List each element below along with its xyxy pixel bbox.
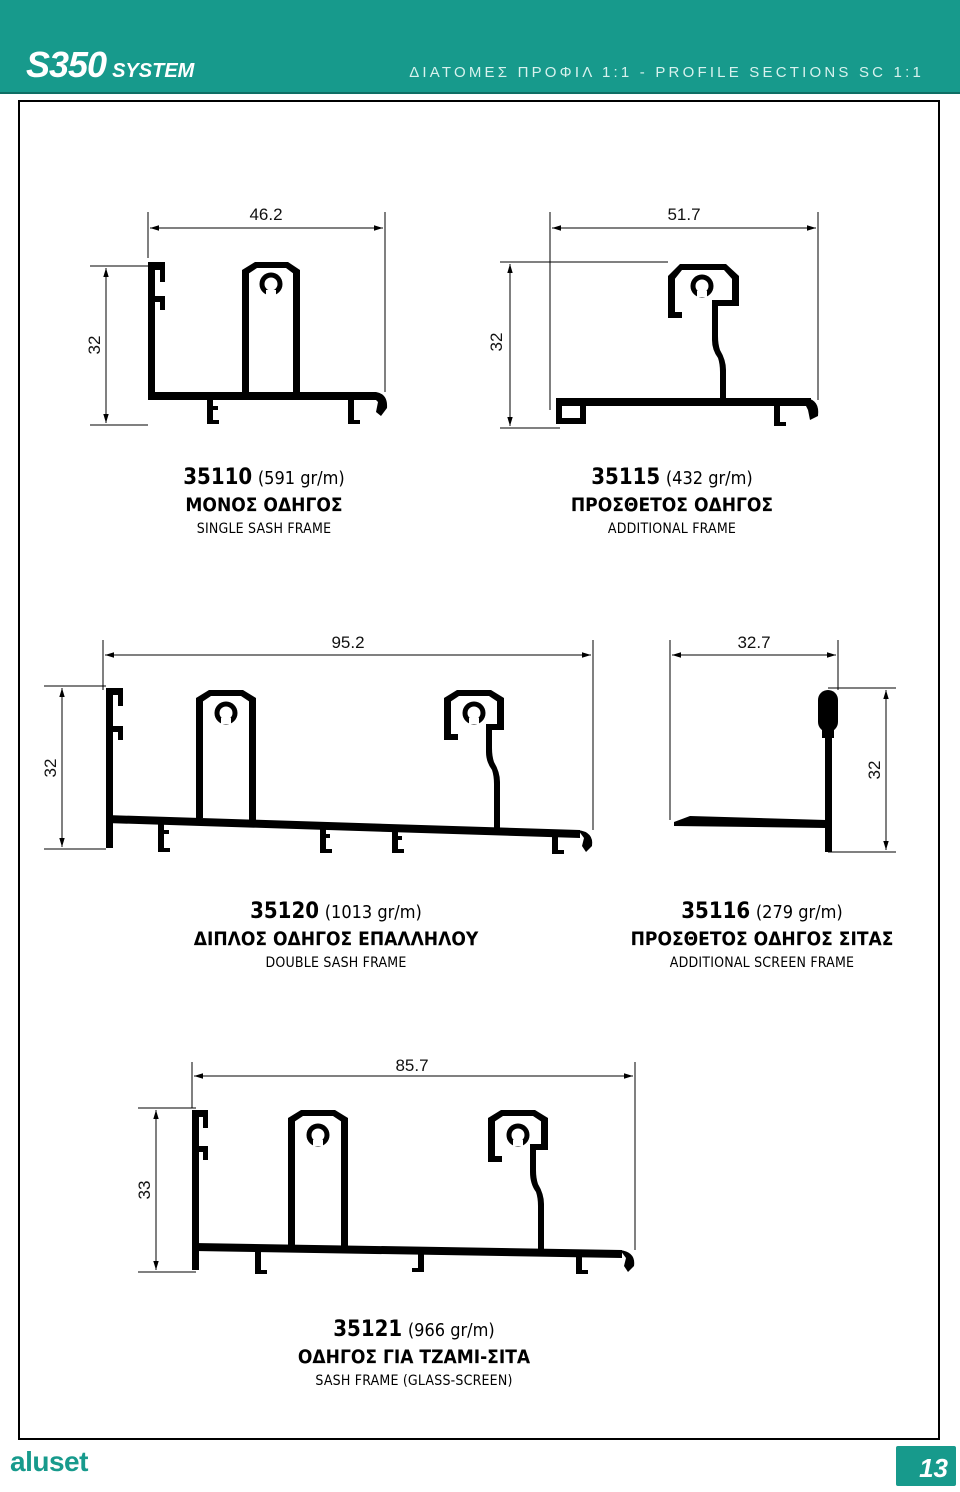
dim-height-35116: 32 <box>865 760 884 780</box>
profile-35121-drawing <box>135 1056 635 1274</box>
dim-width-35120: 95.2 <box>331 633 365 652</box>
dim-width-35121: 85.7 <box>395 1056 429 1075</box>
page-number: 13 <box>919 1453 948 1483</box>
profile-name-gr: ΜΟΝΟΣ ΟΔΗΓΟΣ <box>185 494 343 516</box>
profile-weight: (1013 gr/m) <box>324 902 422 923</box>
profile-name-en: DOUBLE SASH FRAME <box>265 955 407 971</box>
caption-35116 <box>582 898 942 974</box>
profile-name-en: ADDITIONAL FRAME <box>607 521 737 537</box>
caption-35110 <box>84 464 444 540</box>
dim-height-35115: 32 <box>487 332 506 352</box>
profile-code: 35116 <box>681 899 751 924</box>
profile-35116-drawing <box>670 633 896 852</box>
page-number-badge <box>896 1446 956 1486</box>
profile-weight: (591 gr/m) <box>257 468 345 489</box>
dim-height-35121: 33 <box>135 1180 154 1200</box>
caption-35121 <box>234 1316 594 1392</box>
profile-name-gr: ΟΔΗΓΟΣ ΓΙΑ ΤΖΑΜΙ-ΣΙΤΑ <box>297 1346 531 1368</box>
profile-35115-drawing <box>487 205 818 428</box>
profile-weight: (279 gr/m) <box>755 902 843 923</box>
brand-logo: aluset <box>10 1446 88 1477</box>
profile-name-en: SASH FRAME (GLASS-SCREEN) <box>315 1373 513 1389</box>
profile-code: 35120 <box>250 899 319 924</box>
profile-code: 35110 <box>183 465 253 490</box>
dim-height-35110: 32 <box>85 335 104 355</box>
sections-title: ΔΙΑΤΟΜΕΣ ΠΡΟΦΙΛ 1:1 - PROFILE SECTIONS SC 1:1 <box>409 64 924 81</box>
dim-width-35115: 51.7 <box>667 205 701 224</box>
caption-35120 <box>156 898 516 974</box>
dim-width-35116: 32.7 <box>737 633 771 652</box>
profile-code: 35115 <box>591 465 661 490</box>
profile-name-gr: ΠΡΟΣΘΕΤΟΣ ΟΔΗΓΟΣ ΣΙΤΑΣ <box>630 928 894 950</box>
caption-35115 <box>492 464 852 540</box>
system-code: S350 <box>26 44 107 85</box>
profile-name-en: ADDITIONAL SCREEN FRAME <box>669 955 855 971</box>
profile-weight: (432 gr/m) <box>665 468 753 489</box>
system-label: SYSTEM <box>112 60 195 82</box>
profile-35120-drawing <box>41 633 593 854</box>
profile-name-gr: ΔΙΠΛΟΣ ΟΔΗΓΟΣ ΕΠΑΛΛΗΛΟΥ <box>193 928 479 950</box>
profile-weight: (966 gr/m) <box>407 1320 495 1341</box>
profile-code: 35121 <box>333 1317 403 1342</box>
profile-name-en: SINGLE SASH FRAME <box>196 521 332 537</box>
profile-name-gr: ΠΡΟΣΘΕΤΟΣ ΟΔΗΓΟΣ <box>570 494 774 516</box>
dim-width-35110: 46.2 <box>249 205 283 224</box>
dim-height-35120: 32 <box>41 758 60 778</box>
profile-35110-drawing <box>85 205 387 425</box>
